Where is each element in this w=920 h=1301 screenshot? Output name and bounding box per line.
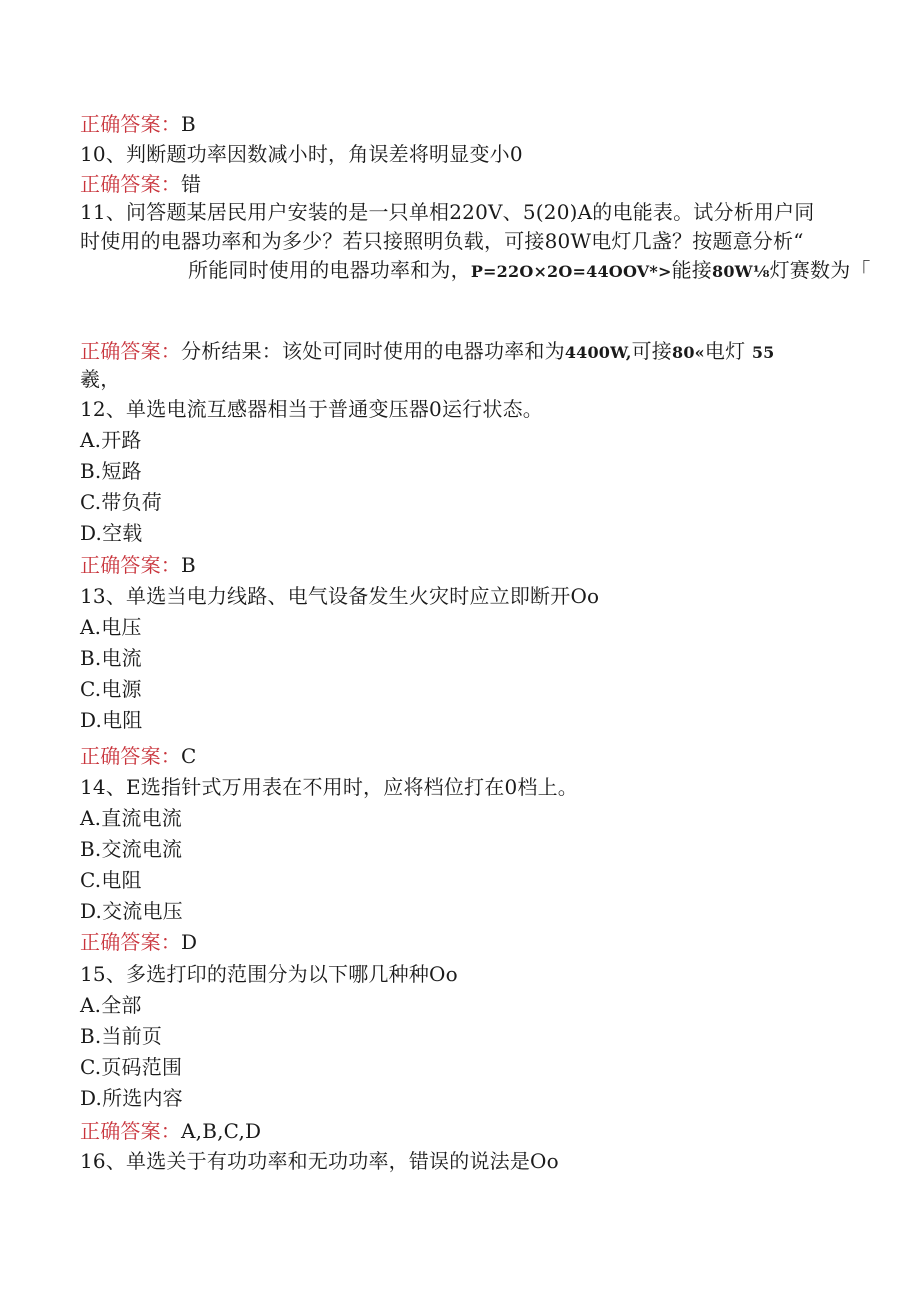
answer-label: 正确答案：: [80, 339, 181, 363]
answer-line: [80, 743, 197, 769]
option-c: C.页码范围: [80, 1055, 183, 1079]
answer-value: 80«: [672, 343, 705, 362]
q11-formula: 80W⅛: [712, 262, 770, 281]
question-10: 10、判断题功率因数减小时，角误差将明显变小0: [80, 142, 523, 166]
question-11-line-2: 时使用的电器功率和为多少？若只接照明负载，可接80W电灯几盏？按题意分析“: [80, 229, 804, 253]
option-b: B.短路: [80, 459, 142, 483]
answer-value: 可接: [631, 339, 672, 363]
answer-label: 正确答案：: [80, 1119, 181, 1143]
question-11-line-3: [188, 257, 871, 285]
answer-label: 正确答案：: [80, 930, 181, 954]
answer-value: 分析结果：该处可同时使用的电器功率和为: [181, 339, 565, 363]
option-b: B.当前页: [80, 1024, 163, 1048]
q11-formula: P=22O×2O=44OOV*>: [470, 262, 672, 281]
answer-line: [80, 171, 201, 197]
q11-line3-text: 能接: [671, 258, 712, 282]
option-d: D.交流电压: [80, 899, 183, 923]
option-d: D.空载: [80, 521, 143, 545]
option-d: D.电阻: [80, 708, 143, 732]
q11-line3-text: 灯赛数为「: [769, 258, 871, 282]
answer-label: 正确答案：: [80, 112, 181, 136]
option-a: A.直流电流: [80, 806, 183, 830]
answer-line: [80, 111, 196, 137]
option-b: B.交流电流: [80, 837, 183, 861]
question-14: 14、E选指针式万用表在不用时，应将档位打在0档上。: [80, 775, 578, 799]
option-c: C.带负荷: [80, 490, 162, 514]
answer-value: 错: [181, 172, 202, 196]
option-c: C.电阻: [80, 868, 142, 892]
option-a: A.全部: [80, 993, 142, 1017]
question-15: 15、多选打印的范围分为以下哪几种种Oo: [80, 962, 458, 986]
answer-value: A,B,C,D: [181, 1119, 262, 1143]
answer-label: 正确答案：: [80, 744, 181, 768]
answer-label: 正确答案：: [80, 172, 181, 196]
option-c: C.电源: [80, 677, 142, 701]
answer-value: B: [181, 553, 196, 577]
answer-value: 电灯: [704, 339, 746, 363]
question-11-line-1: 11、问答题某居民用户安装的是一只单相220V、5(20)A的电能表。试分析用户同: [80, 200, 815, 224]
answer-line: [80, 929, 197, 955]
question-12: 12、单选电流互感器相当于普通变压器0运行状态。: [80, 397, 543, 421]
option-d: D.所选内容: [80, 1086, 183, 1110]
question-16: 16、单选关于有功功率和无功功率，错误的说法是Oo: [80, 1149, 559, 1173]
answer-continuation: 羲，: [80, 367, 121, 391]
answer-line: [80, 552, 196, 578]
q11-line3-text: 所能同时使用的电器功率和为，: [188, 258, 471, 282]
answer-label: 正确答案：: [80, 553, 181, 577]
answer-value: 55: [751, 343, 775, 362]
answer-line: [80, 1118, 261, 1144]
answer-value: 4400W,: [564, 343, 632, 362]
option-b: B.电流: [80, 646, 142, 670]
answer-line: [80, 338, 775, 366]
option-a: A.电压: [80, 615, 142, 639]
question-13: 13、单选当电力线路、电气设备发生火灾时应立即断开Oo: [80, 584, 600, 608]
answer-value: B: [181, 112, 196, 136]
option-a: A.开路: [80, 428, 142, 452]
answer-value: D: [181, 930, 198, 954]
answer-value: C: [181, 744, 197, 768]
